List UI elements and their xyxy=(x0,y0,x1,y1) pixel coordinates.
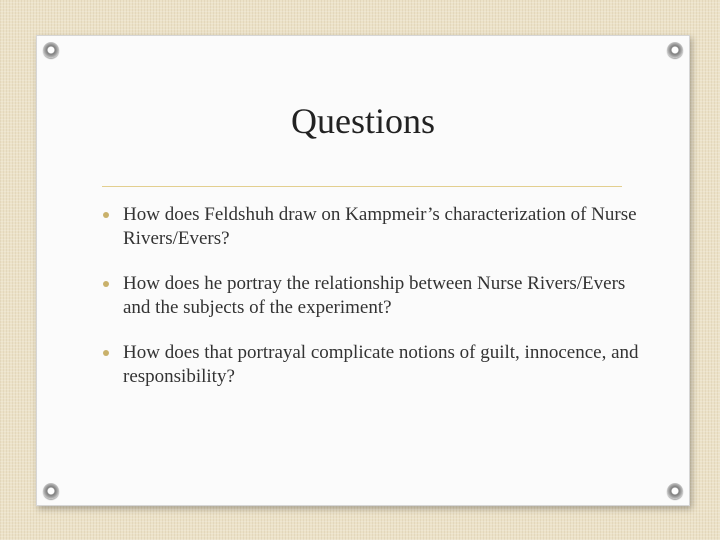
slide-title: Questions xyxy=(291,101,435,141)
pushpin-icon xyxy=(667,483,683,499)
bullet-text: How does that portrayal complicate notions of guilt, innocence, and responsibility? xyxy=(123,342,639,387)
bullet-text: How does Feldshuh draw on Kampmeir’s characterization of Nurse Rivers/Evers? xyxy=(123,204,637,249)
pushpin-icon xyxy=(667,42,683,58)
bullet-icon xyxy=(103,350,109,356)
bullet-item xyxy=(103,272,643,320)
pushpin-icon xyxy=(43,42,59,58)
pushpin-icon xyxy=(43,483,59,499)
bullet-item xyxy=(103,203,643,251)
bullet-item xyxy=(103,341,643,389)
bullet-icon xyxy=(103,212,109,218)
bullet-text: How does he portray the relationship between Nurse Rivers/Evers and the subjects of the experiment? xyxy=(123,273,626,318)
bullet-list xyxy=(103,203,643,410)
slide-card xyxy=(36,35,690,506)
title-divider xyxy=(102,186,622,187)
bullet-icon xyxy=(103,281,109,287)
